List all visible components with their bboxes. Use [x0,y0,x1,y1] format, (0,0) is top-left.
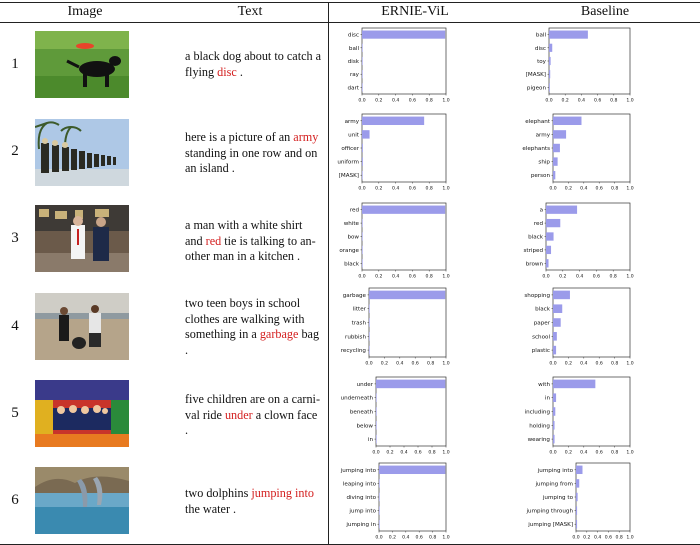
x-tick-label: 1.0 [626,535,634,541]
category-label: in [544,395,550,402]
category-label: diving into [346,495,376,501]
x-tick-label: 0.4 [575,274,584,280]
bar [576,466,582,474]
x-tick-label: 0.2 [564,361,573,367]
category-label: below [356,423,373,430]
header-text: Text [237,4,263,19]
category-label: red [533,221,543,228]
row-number-1: 1 [11,56,19,72]
x-tick-label: 0.2 [559,274,567,280]
x-tick-label: 1.0 [626,450,634,456]
x-tick-label: 1.0 [442,274,450,280]
x-tick-label: 0.6 [414,450,422,456]
x-tick-label: 1.0 [626,186,634,192]
x-tick-label: 0.4 [396,361,404,367]
category-label: jumping [MASK] [528,522,573,529]
category-label: trash [351,320,366,327]
x-tick-label: 0.6 [408,98,417,104]
caption-row-5: five children are on a carni-val ride under a clown face . [185,392,321,437]
x-tick-label: 0.2 [564,450,573,456]
category-label: litter [352,306,366,313]
caption-row-6: two dolphins jumping into the water . [185,486,314,516]
category-label: ray [349,72,359,79]
category-label: uniform [337,159,359,166]
caption-row-1: a black dog about to catch a flying disc . [185,49,322,79]
x-tick-label: 0.0 [358,98,366,104]
category-label: officer [341,146,359,152]
x-tick-label: 0.4 [580,450,588,456]
x-tick-label: 1.0 [442,98,450,104]
category-label: orange [339,247,359,254]
x-tick-label: 0.2 [386,450,394,456]
category-label: unit [348,132,359,139]
category-label: [MASK] [525,72,546,79]
x-tick-label: 0.4 [391,98,400,104]
category-label: disc [534,45,546,52]
x-tick-label: 0.8 [425,98,433,104]
bar [576,520,577,528]
category-label: paper [533,320,550,327]
row-number-2: 2 [11,143,19,159]
category-label: a [539,207,543,214]
category-label: [MASK] [338,173,359,180]
x-tick-label: 1.0 [442,450,450,456]
category-label: jumping in [346,522,376,529]
category-label: army [344,118,359,125]
caption-highlight: under [224,407,253,422]
x-tick-label: 0.4 [400,450,408,456]
category-label: white [343,221,359,228]
x-tick-label: 0.6 [604,535,613,541]
header-baseline: Baseline [580,4,630,19]
x-tick-label: 0.8 [609,274,617,280]
caption-row-4: two teen boys in school clothes are walking with something in a garbage bag . [185,296,320,357]
category-label: under [356,381,373,388]
caption-row-2: here is a picture of an army standing in one row and on an island . [185,130,319,175]
category-label: red [349,207,359,214]
x-tick-label: 0.8 [615,535,623,541]
x-tick-label: 0.6 [595,361,603,367]
x-tick-label: 0.0 [572,535,580,541]
x-tick-label: 0.0 [358,186,366,192]
category-label: toy [537,59,546,65]
x-tick-label: 0.0 [549,450,557,456]
bar [576,479,579,487]
category-label: school [532,334,550,341]
category-label: jumping through [526,508,573,515]
category-label: with [538,381,550,388]
category-label: ship [538,159,550,166]
x-tick-label: 0.4 [391,186,400,192]
category-label: jump into [349,508,376,515]
x-tick-label: 0.6 [408,186,417,192]
x-tick-label: 0.0 [542,274,550,280]
category-label: pigeon [526,85,546,92]
x-tick-label: 0.0 [549,361,557,367]
category-label: plastic [531,348,550,355]
category-label: garbage [342,292,366,299]
category-label: underneath [340,395,373,402]
row-number-6: 6 [11,492,19,508]
chart-frame [576,463,630,531]
x-tick-label: 0.0 [372,450,380,456]
x-tick-label: 0.0 [365,361,373,367]
x-tick-label: 0.0 [375,535,383,541]
category-label: shopping [524,292,550,299]
category-label: beneath [349,409,373,416]
category-label: black [344,261,359,268]
caption-highlight: jumping into [251,486,314,500]
caption-highlight: red [205,233,222,248]
x-tick-label: 0.2 [375,186,383,192]
x-tick-label: 0.8 [610,450,619,456]
caption-highlight: garbage [259,327,299,341]
category-label: in [367,437,373,444]
category-label: ball [348,45,359,52]
x-tick-label: 0.2 [561,98,569,104]
x-tick-label: 0.4 [580,186,588,192]
x-tick-label: 0.2 [388,535,397,541]
category-label: leaping into [342,481,376,488]
category-label: including [524,409,550,416]
x-tick-label: 0.8 [610,186,619,192]
x-tick-label: 0.6 [411,361,419,367]
category-label: dart [347,85,359,92]
x-tick-label: 0.4 [580,361,588,367]
x-tick-label: 0.6 [415,535,423,541]
x-tick-label: 0.4 [593,535,602,541]
x-tick-label: 0.8 [425,186,433,192]
x-tick-label: 0.2 [375,274,383,280]
x-tick-label: 0.6 [592,274,601,280]
row-number-4: 4 [11,318,19,334]
bar [576,506,577,514]
x-tick-label: 0.0 [358,274,366,280]
category-label: black [528,234,543,241]
header-ernie-vil: ERNIE-ViL [381,4,449,19]
x-tick-label: 0.6 [408,274,417,280]
category-label: disk [347,59,359,65]
x-tick-label: 1.0 [626,274,634,280]
category-label: army [535,132,550,139]
category-label: jumping into [537,467,573,474]
category-label: black [535,306,550,313]
x-tick-label: 0.4 [577,98,586,104]
x-tick-label: 0.8 [428,450,436,456]
x-tick-label: 0.8 [426,361,435,367]
x-tick-label: 0.8 [610,98,618,104]
x-tick-label: 0.6 [593,98,602,104]
category-label: striped [523,247,543,254]
x-tick-label: 0.6 [595,186,603,192]
x-tick-label: 1.0 [442,535,450,541]
x-tick-label: 0.6 [595,450,603,456]
x-tick-label: 1.0 [442,361,450,367]
x-tick-label: 0.4 [391,274,400,280]
category-label: brown [525,261,543,268]
category-label: wearing [527,437,550,444]
x-tick-label: 0.8 [610,361,619,367]
x-tick-label: 0.2 [380,361,389,367]
x-tick-label: 0.2 [564,186,573,192]
category-label: bow [347,234,359,241]
caption-highlight: army [293,130,319,144]
x-tick-label: 0.2 [583,535,591,541]
category-label: person [530,173,550,180]
category-label: elephants [522,146,550,152]
category-label: jumping to [542,495,573,501]
caption-highlight: disc [217,64,237,79]
caption-row-3: a man with a white shirt and red tie is talking to an-other man in a kitchen . [185,218,316,263]
row-number-5: 5 [11,405,19,421]
category-label: holding [529,423,550,430]
bar [576,493,578,501]
x-tick-label: 0.0 [545,98,553,104]
x-tick-label: 0.8 [428,535,437,541]
category-label: jumping from [535,481,573,488]
category-label: ball [535,32,546,39]
category-label: rubbish [345,334,366,341]
row-number-3: 3 [11,230,19,246]
x-tick-label: 0.4 [402,535,410,541]
category-label: recycling [340,348,366,355]
x-tick-label: 0.0 [549,186,557,192]
category-label: jumping into [340,467,376,474]
x-tick-label: 1.0 [626,361,634,367]
category-label: elephant [525,118,550,125]
x-tick-label: 1.0 [442,186,450,192]
x-tick-label: 1.0 [626,98,634,104]
category-label: disc [347,32,359,39]
header-image: Image [67,4,103,19]
x-tick-label: 0.2 [375,98,383,104]
x-tick-label: 0.8 [425,274,433,280]
